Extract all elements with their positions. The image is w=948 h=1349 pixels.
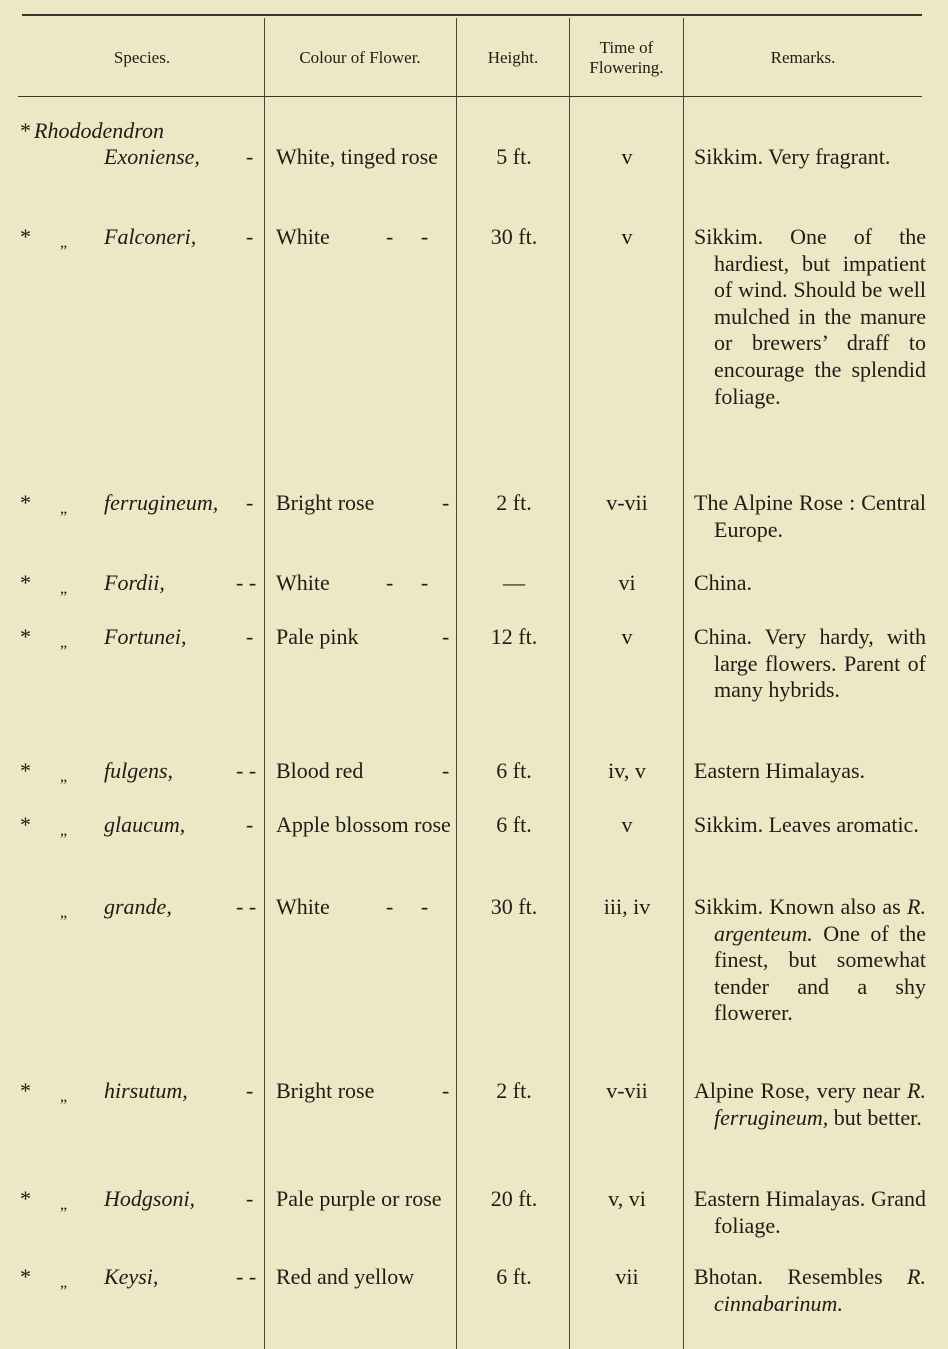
- species-name: hirsutum,: [104, 1078, 188, 1103]
- leader-dash: - -: [386, 570, 429, 595]
- height-cell: 2 ft.: [496, 1078, 532, 1103]
- column-divider: [569, 18, 570, 1349]
- remarks-cell: [694, 490, 926, 543]
- colour-cell: [276, 812, 452, 839]
- flowering-time-cell: v: [621, 624, 633, 649]
- ditto-mark: „: [60, 500, 68, 517]
- colour-cell: [276, 490, 452, 517]
- hardy-mark: *: [20, 1186, 31, 1211]
- hardy-mark: *: [20, 758, 31, 783]
- flowering-time-cell: iv, v: [608, 758, 646, 783]
- remarks-text: [694, 1264, 926, 1317]
- leader-dash: -: [246, 144, 254, 169]
- hardy-mark: *: [20, 224, 31, 249]
- species-name: Keysi,: [104, 1264, 159, 1289]
- colour-text: Pale pink: [276, 624, 359, 649]
- ditto-mark: „: [60, 822, 68, 839]
- height-cell: 6 ft.: [496, 812, 532, 837]
- hardy-mark: *: [20, 624, 31, 649]
- height-cell: 6 ft.: [496, 758, 532, 783]
- ditto-mark: „: [60, 1088, 68, 1105]
- flowering-time-cell: v, vi: [608, 1186, 646, 1211]
- colour-text: White: [276, 894, 330, 919]
- leader-dash: - -: [386, 224, 429, 249]
- flowering-time-cell: v: [621, 812, 633, 837]
- colour-cell: [276, 1078, 452, 1105]
- colour-cell: [276, 570, 452, 597]
- flowering-time-cell: v-vii: [606, 1078, 648, 1103]
- remarks-text-part: Sikkim. Known also as: [694, 894, 908, 919]
- remarks-cell: [694, 224, 926, 410]
- height-cell: 5 ft.: [496, 144, 532, 169]
- remarks-text: Eastern Himalayas. Grand foliage.: [694, 1186, 926, 1238]
- height-cell: 6 ft.: [496, 1264, 532, 1289]
- ditto-mark: „: [60, 904, 68, 921]
- remarks-text-part: Bhotan. Resembles: [694, 1264, 908, 1289]
- leader-dash: - -: [236, 1264, 257, 1289]
- remarks-cell: [694, 1264, 926, 1317]
- remarks-synonym: R. argenteum.: [714, 894, 926, 946]
- remarks-text: Eastern Himalayas.: [694, 758, 866, 783]
- height-cell: 12 ft.: [490, 624, 538, 649]
- remarks-text: Sikkim. Leaves aromatic.: [694, 812, 919, 837]
- colour-text: Apple blossom rose: [276, 812, 451, 837]
- leader-dash: - -: [236, 894, 257, 919]
- species-name: ferrugineum,: [104, 490, 219, 515]
- height-cell: 30 ft.: [490, 894, 538, 919]
- remarks-text: Sikkim. One of the hardiest, but impatient of wind. Should be well mulched in the manure or brewers’ draff to encourage the splendid foliage.: [694, 224, 926, 409]
- species-name: glaucum,: [104, 812, 186, 837]
- leader-dash: -: [246, 624, 254, 649]
- remarks-text-part: but better.: [828, 1104, 922, 1130]
- colour-cell: [276, 758, 452, 785]
- colour-text: Bright rose: [276, 490, 375, 515]
- header-time-line1: Time of: [599, 38, 654, 57]
- header-time: [570, 22, 683, 94]
- colour-cell: [276, 144, 452, 171]
- species-name: Falconeri,: [104, 224, 197, 249]
- remarks-text: [694, 894, 926, 1027]
- ditto-mark: „: [60, 634, 68, 651]
- genus-name: Rhododendron: [34, 118, 164, 143]
- leader-dash: -: [442, 624, 450, 649]
- flowering-time-cell: v-vii: [606, 490, 648, 515]
- remarks-cell: [694, 894, 926, 1027]
- column-divider: [264, 18, 265, 1349]
- leader-dash: -: [442, 490, 450, 515]
- colour-cell: [276, 1264, 452, 1291]
- colour-text: White: [276, 570, 330, 595]
- species-name: Fortunei,: [104, 624, 187, 649]
- remarks-text-part: One of the finest, but somewhat tender and a shy flowerer.: [714, 920, 926, 1026]
- flowering-time-cell: v: [621, 144, 633, 169]
- ditto-mark: „: [60, 768, 68, 785]
- ditto-mark: „: [60, 1196, 68, 1213]
- hardy-mark: *: [20, 1264, 31, 1289]
- remarks-cell: [694, 1078, 926, 1131]
- leader-dash: -: [246, 1078, 254, 1103]
- colour-cell: [276, 224, 452, 251]
- remarks-cell: [694, 758, 926, 785]
- header-height: Height.: [487, 48, 539, 67]
- species-name: grande,: [104, 894, 172, 919]
- hardy-mark: *: [20, 570, 31, 595]
- remarks-text: [694, 1078, 926, 1131]
- flowering-time-cell: vi: [618, 570, 636, 595]
- species-name: Exoniense,: [104, 144, 200, 169]
- species-name: Hodgsoni,: [104, 1186, 196, 1211]
- leader-dash: -: [442, 1078, 450, 1103]
- colour-cell: [276, 624, 452, 651]
- height-cell: —: [503, 570, 525, 595]
- height-cell: 30 ft.: [490, 224, 538, 249]
- ditto-mark: „: [60, 580, 68, 597]
- species-name: fulgens,: [104, 758, 174, 783]
- ditto-mark: „: [60, 234, 68, 251]
- leader-dash: -: [246, 490, 254, 515]
- leader-dash: - -: [236, 570, 257, 595]
- header-remarks: Remarks.: [770, 48, 836, 67]
- colour-text: White: [276, 224, 330, 249]
- colour-text: Bright rose: [276, 1078, 375, 1103]
- hardy-mark: *: [20, 1078, 31, 1103]
- hardy-mark: *: [20, 812, 31, 837]
- header-species: Species.: [113, 48, 171, 67]
- leader-dash: - -: [236, 758, 257, 783]
- colour-cell: [276, 1186, 452, 1213]
- ditto-mark: „: [60, 1274, 68, 1291]
- hardy-mark: *: [20, 118, 31, 143]
- header-rule: [18, 96, 922, 97]
- flowering-time-cell: v: [621, 224, 633, 249]
- remarks-text-part: Alpine Rose, very near: [694, 1078, 908, 1103]
- colour-cell: [276, 894, 452, 921]
- remarks-text: China. Very hardy, with large flowers. Parent of many hybrids.: [694, 624, 926, 703]
- header-colour: Colour of Flower.: [299, 48, 421, 67]
- remarks-cell: [694, 812, 926, 839]
- column-divider: [456, 18, 457, 1349]
- remarks-synonym: R. cinnabarinum.: [714, 1264, 926, 1316]
- remarks-cell: [694, 570, 926, 597]
- remarks-text: Sikkim. Very fragrant.: [694, 144, 891, 169]
- colour-text: White, tinged rose: [276, 144, 438, 169]
- hardy-mark: *: [20, 490, 31, 515]
- species-name: Fordii,: [104, 570, 165, 595]
- flowering-time-cell: iii, iv: [603, 894, 651, 919]
- leader-dash: -: [246, 224, 254, 249]
- colour-text: Red and yellow: [276, 1264, 415, 1289]
- colour-text: Pale purple or rose: [276, 1186, 442, 1211]
- header-time-line2: Flowering.: [589, 58, 664, 77]
- leader-dash: - -: [386, 894, 429, 919]
- leader-dash: -: [442, 758, 450, 783]
- remarks-text: China.: [694, 570, 753, 595]
- leader-dash: -: [246, 812, 254, 837]
- remarks-cell: [694, 1186, 926, 1239]
- remarks-synonym: R. ferrugineum,: [714, 1078, 926, 1130]
- column-divider: [683, 18, 684, 1349]
- height-cell: 20 ft.: [490, 1186, 538, 1211]
- remarks-text: The Alpine Rose : Central Europe.: [694, 490, 926, 542]
- height-cell: 2 ft.: [496, 490, 532, 515]
- remarks-cell: [694, 624, 926, 704]
- flowering-time-cell: vii: [615, 1264, 639, 1289]
- colour-text: Blood red: [276, 758, 364, 783]
- remarks-cell: [694, 144, 926, 171]
- leader-dash: -: [246, 1186, 254, 1211]
- top-rule: [22, 14, 922, 16]
